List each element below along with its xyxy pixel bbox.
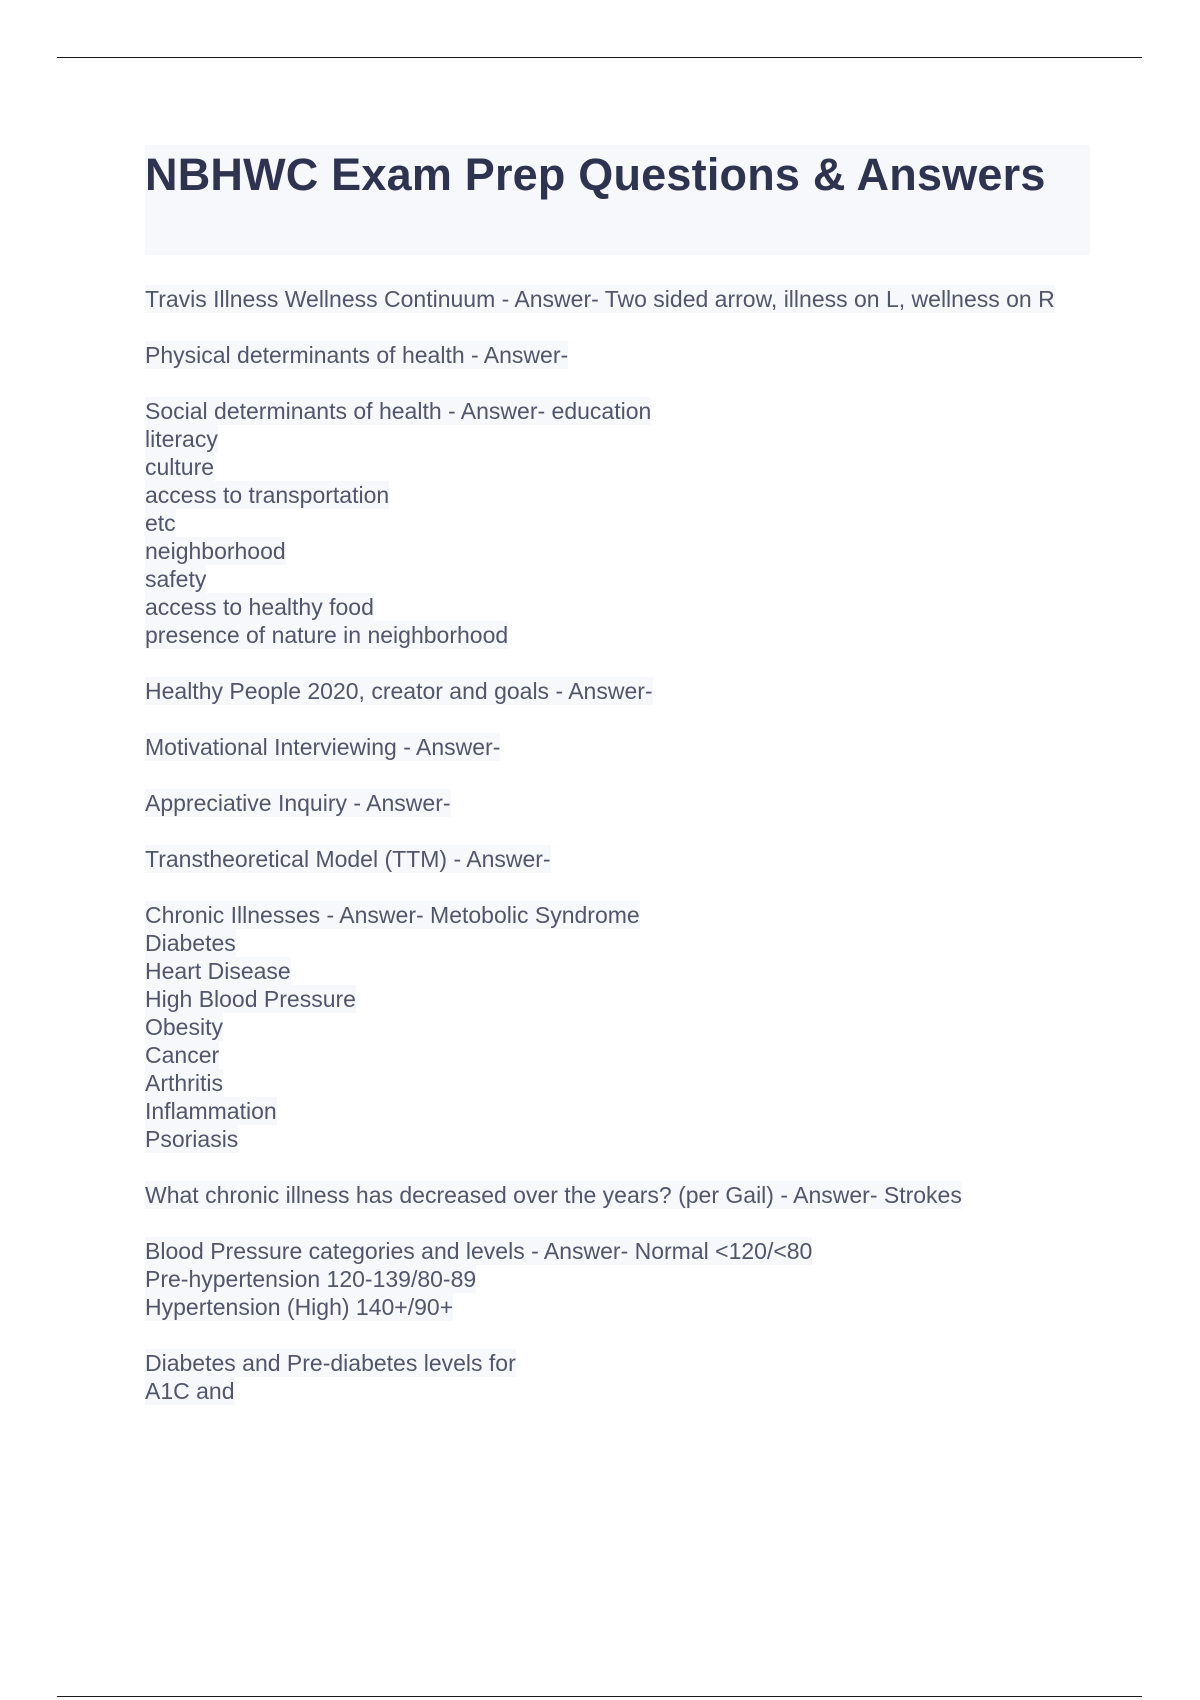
qa-line: A1C and: [145, 1378, 235, 1404]
qa-entry: [145, 341, 1090, 369]
qa-line: Arthritis: [145, 1070, 223, 1096]
qa-entry: [145, 845, 1090, 873]
title-block: [145, 145, 1090, 255]
qa-line: Diabetes: [145, 930, 236, 956]
qa-line: etc: [145, 510, 176, 536]
qa-line: Diabetes and Pre-diabetes levels for: [145, 1350, 516, 1376]
qa-line: access to transportation: [145, 482, 390, 508]
qa-line: Inflammation: [145, 1098, 277, 1124]
qa-line: Motivational Interviewing - Answer-: [145, 734, 501, 760]
qa-line: safety: [145, 566, 207, 592]
top-rule: [57, 57, 1142, 58]
qa-entry: [145, 677, 1090, 705]
qa-line: Healthy People 2020, creator and goals - Answer-: [145, 678, 653, 704]
document-body: [145, 145, 1090, 1433]
qa-line: Appreciative Inquiry - Answer-: [145, 790, 451, 816]
qa-line: Transtheoretical Model (TTM) - Answer-: [145, 846, 551, 872]
qa-line: What chronic illness has decreased over the years? (per Gail) - Answer- Strokes: [145, 1182, 962, 1208]
qa-line: Blood Pressure categories and levels - Answer- Normal <120/<80: [145, 1238, 813, 1264]
qa-line: High Blood Pressure: [145, 986, 356, 1012]
document-title: NBHWC Exam Prep Questions & Answers: [145, 149, 1046, 200]
qa-line: Psoriasis: [145, 1126, 239, 1152]
qa-line: access to healthy food: [145, 594, 374, 620]
qa-line: Physical determinants of health - Answer-: [145, 342, 569, 368]
qa-entry: [145, 285, 1090, 313]
bottom-rule: [57, 1696, 1142, 1697]
qa-line: Heart Disease: [145, 958, 291, 984]
qa-line: culture: [145, 454, 215, 480]
qa-entry: [145, 397, 1090, 649]
qa-line: Hypertension (High) 140+/90+: [145, 1294, 454, 1320]
qa-entry: [145, 733, 1090, 761]
qa-list: [145, 285, 1090, 1405]
qa-line: Obesity: [145, 1014, 223, 1040]
qa-line: presence of nature in neighborhood: [145, 622, 509, 648]
qa-line: literacy: [145, 426, 218, 452]
qa-entry: [145, 901, 1090, 1153]
qa-entry: [145, 1349, 1090, 1405]
qa-line: Social determinants of health - Answer- education: [145, 398, 652, 424]
qa-line: Travis Illness Wellness Continuum - Answer- Two sided arrow, illness on L, wellness on R: [145, 286, 1055, 312]
qa-line: Cancer: [145, 1042, 220, 1068]
qa-line: Pre-hypertension 120-139/80-89: [145, 1266, 477, 1292]
qa-line: Chronic Illnesses - Answer- Metobolic Syndrome: [145, 902, 640, 928]
qa-entry: [145, 1181, 1090, 1209]
qa-line: neighborhood: [145, 538, 286, 564]
qa-entry: [145, 1237, 1090, 1321]
qa-entry: [145, 789, 1090, 817]
